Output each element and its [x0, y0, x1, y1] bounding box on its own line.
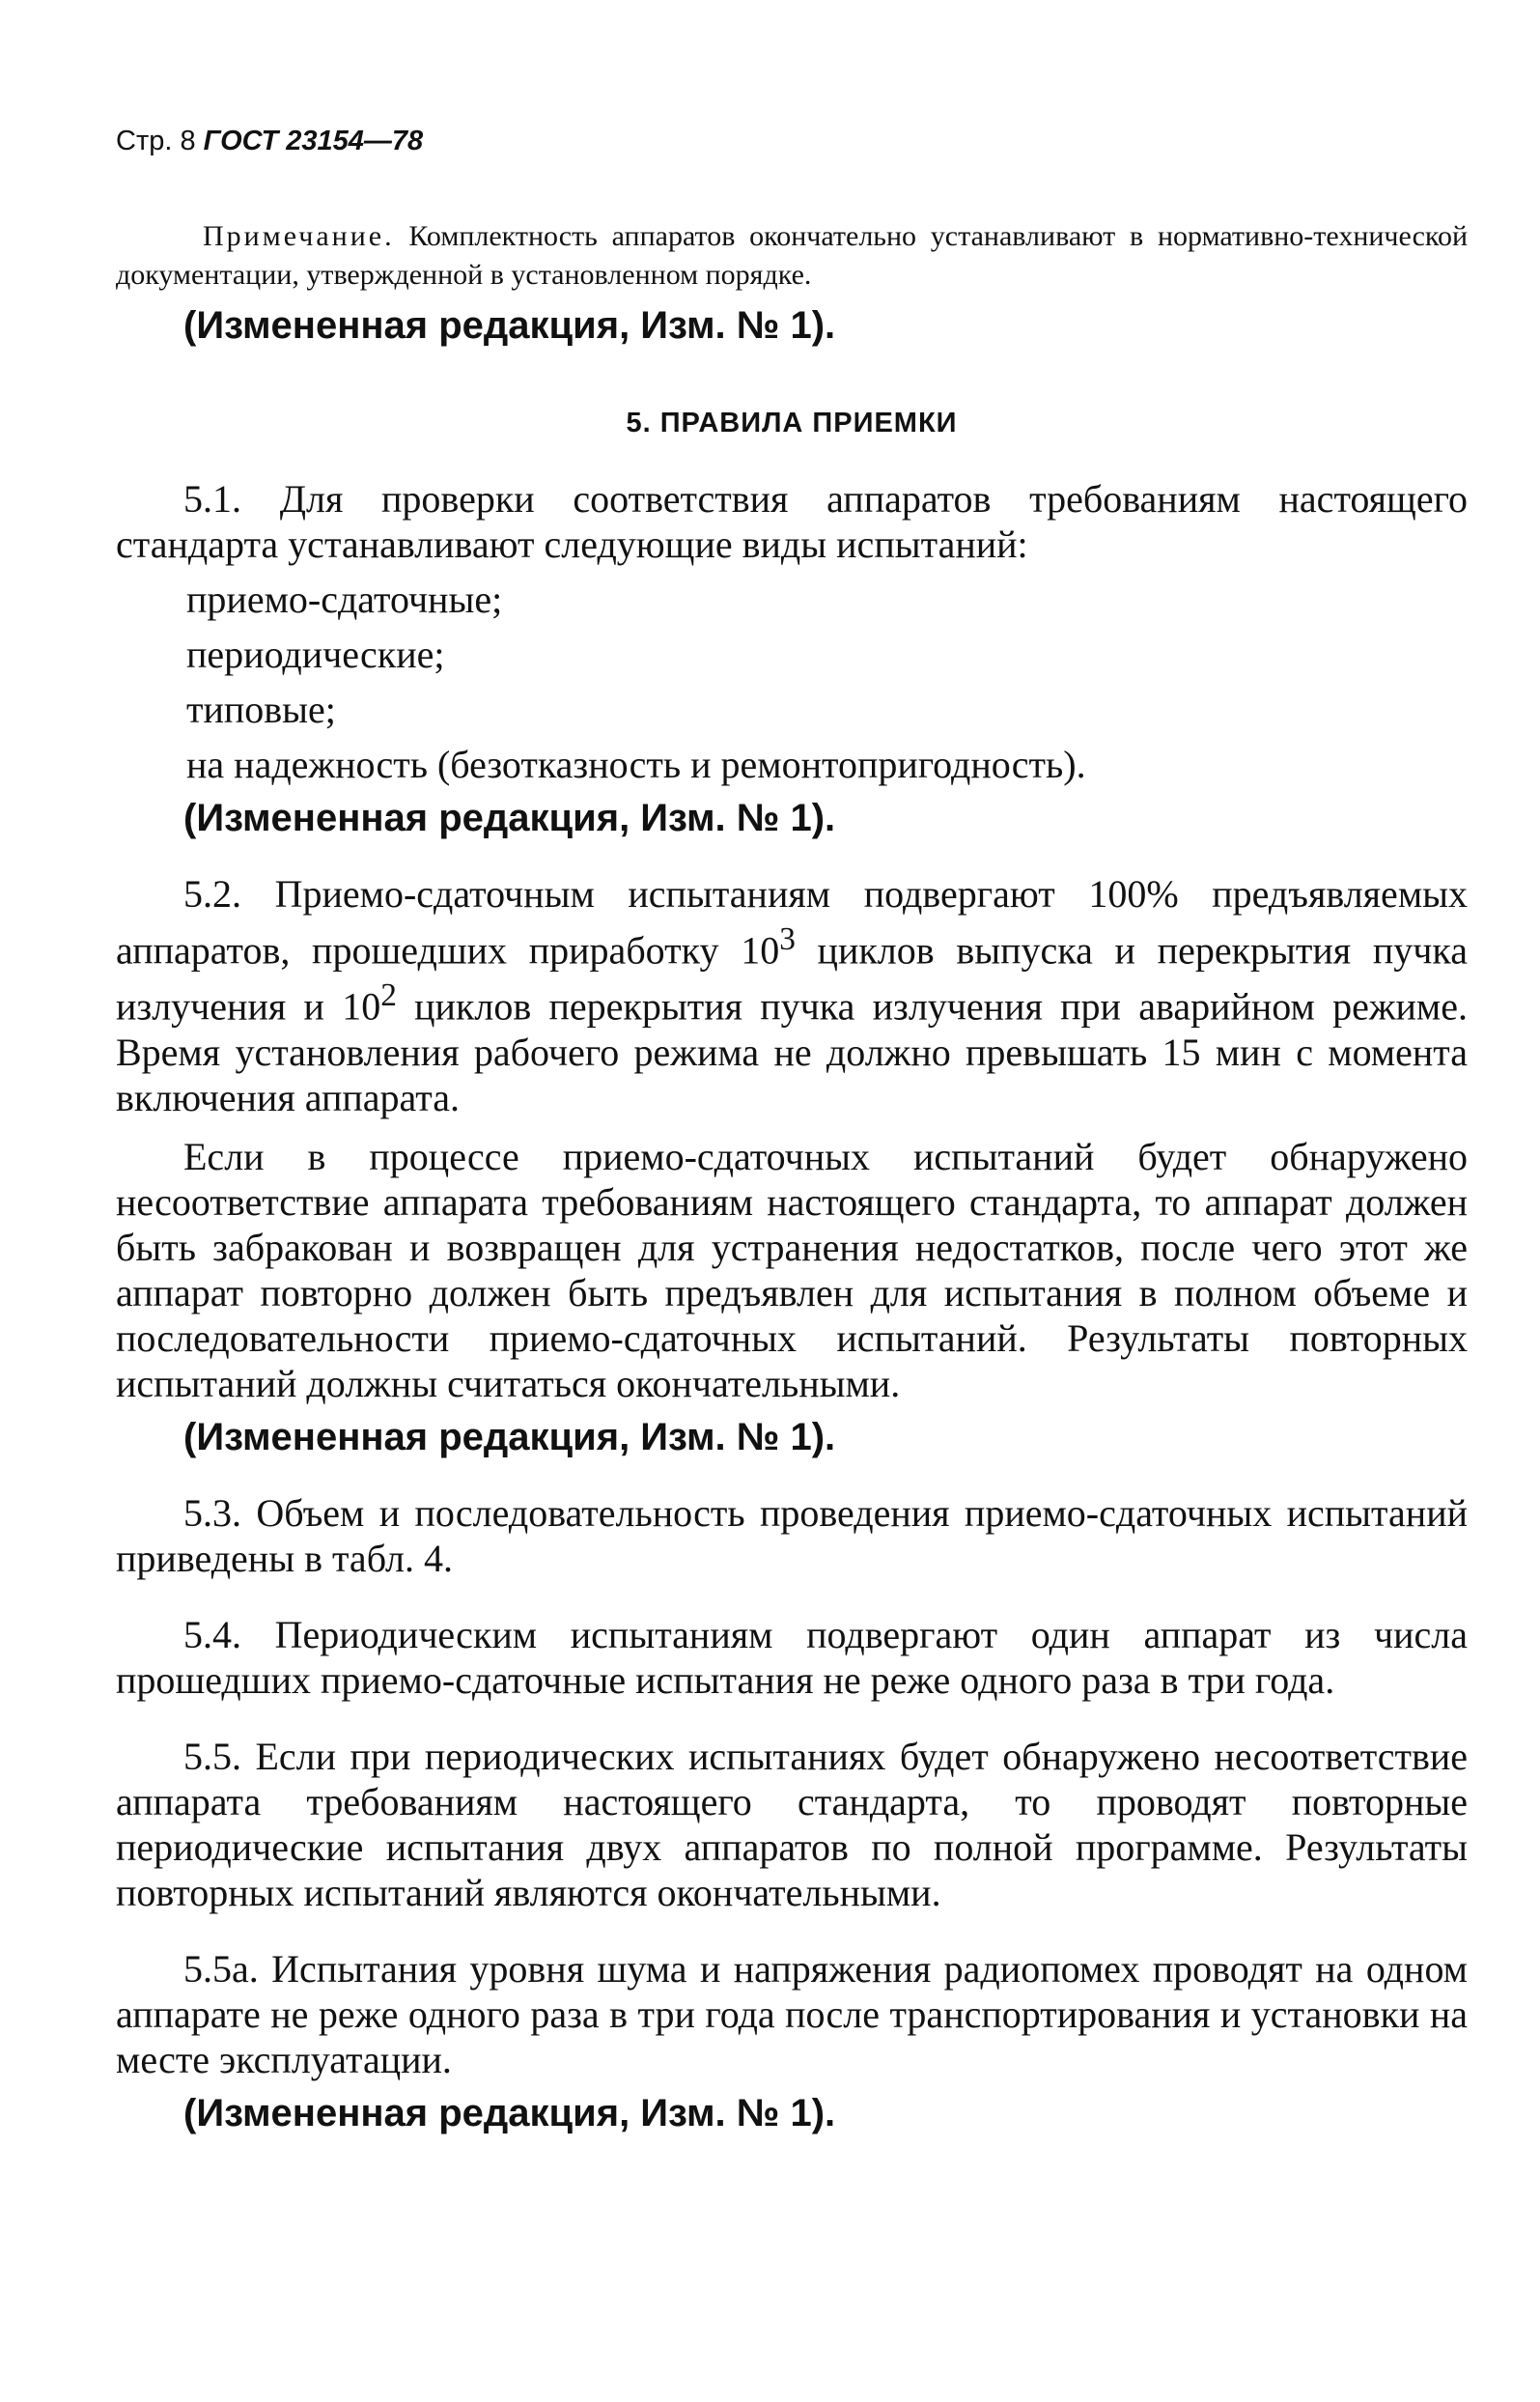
note-text: Комплектность аппаратов окончательно устанавливают в нормативно-технической документации, утвержденной в установленном порядке.	[116, 220, 1468, 291]
amendment-note: (Измененная редакция, Изм. № 1).	[183, 1415, 836, 1458]
paragraph-5-5: 5.5. Если при периодических испытаниях будет обнаружено несоответствие аппарата требованиям настоящего стандарта, то проводят повторные периодические испытания двух аппаратов по полной программе. Результаты повторных испытаний являются окончательными.	[116, 1734, 1468, 1914]
count-value: 10	[342, 984, 381, 1029]
count-exponent: 3	[779, 921, 796, 957]
section-title: 5. ПРАВИЛА ПРИЕМКИ	[626, 408, 958, 438]
standard-number: ГОСТ 23154—78	[203, 126, 424, 156]
paragraph-5-2-part1: 5.2. Приемо-сдаточным испытаниям подвергают 100% предъявляемых аппаратов, прошедших приработку	[116, 872, 1468, 973]
count-exponent: 2	[380, 977, 397, 1014]
list-item: типовые;	[186, 688, 336, 731]
amendment-note: (Измененная редакция, Изм. № 1).	[183, 797, 836, 839]
list-item: приемо-сдаточные;	[186, 578, 503, 621]
document-page	[116, 126, 1468, 2135]
note-paragraph	[116, 217, 1468, 295]
paragraph-5-5a: 5.5а. Испытания уровня шума и напряжения радиопомех проводят на одном аппарате не реже одного раза в три года после транспортирования и установки на месте эксплуатации.	[116, 1946, 1468, 2081]
note-lead: Примечание.	[203, 220, 395, 252]
paragraph-5-3: 5.3. Объем и последовательность проведения приемо-сдаточных испытаний приведены в табл. 4.	[116, 1490, 1468, 1580]
paragraph-5-1: 5.1. Для проверки соответствия аппаратов требованиям настоящего стандарта устанавливают следующие виды испытаний:	[116, 477, 1468, 566]
amendment-note: (Измененная редакция, Изм. № 1).	[183, 2091, 836, 2134]
count-value: 10	[741, 928, 780, 973]
page-header	[116, 126, 1468, 157]
list-item: периодические;	[186, 633, 445, 676]
paragraph-5-2-continued: Если в процессе приемо-сдаточных испытаний будет обнаружено несоответствие аппарата требованиям настоящего стандарта, то аппарат должен быть забракован и возвращен для устранения недостатков, после чего этот же аппарат повторно должен быть предъявлен для испытания в полном объеме и последовательности приемо-сдаточных испытаний. Результаты повторных испытаний должны считаться окончательными.	[116, 1134, 1468, 1405]
list-item: на надежность (безотказность и ремонтопригодность).	[186, 743, 1086, 786]
paragraph-5-2-part2: циклов выпуска и перекрытия пучка излучения и	[116, 928, 1468, 1029]
paragraph-5-2-part3: циклов перекрытия пучка излучения при аварийном режиме. Время установления рабочего режима не должно превышать 15 мин с момента включения аппарата.	[116, 984, 1468, 1119]
page-number: Стр. 8	[116, 126, 196, 156]
amendment-note: (Измененная редакция, Изм. № 1).	[183, 304, 836, 347]
paragraph-5-2	[116, 871, 1468, 1120]
paragraph-5-4: 5.4. Периодическим испытаниям подвергают один аппарат из числа прошедших приемо-сдаточные испытания не реже одного раза в три года.	[116, 1612, 1468, 1702]
